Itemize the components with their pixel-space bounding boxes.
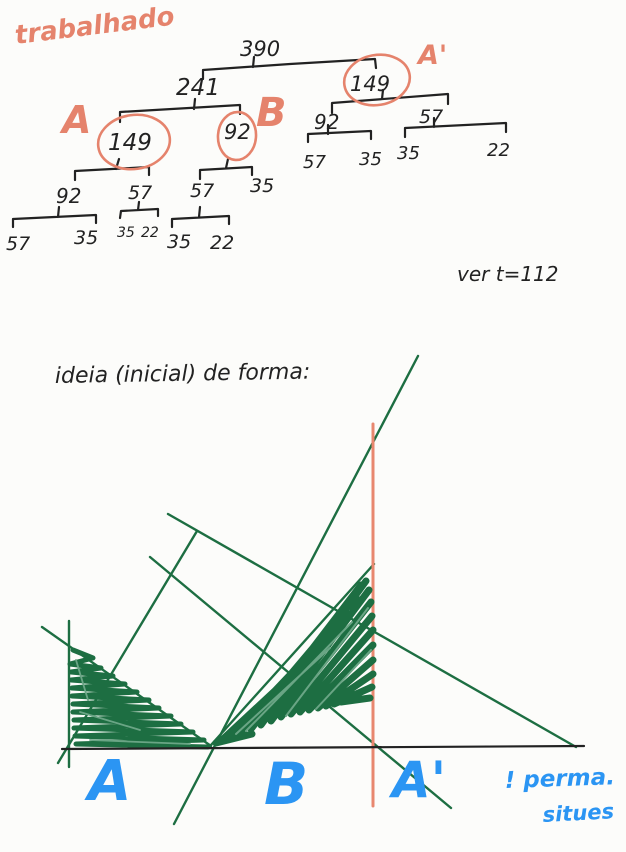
tree-node: 57 — [6, 233, 31, 255]
tree-node: 57 — [303, 152, 326, 173]
tree-node: 92 — [314, 110, 340, 134]
tree-bracket-57small — [120, 202, 158, 218]
idea-caption: ideia (inicial) de forma: — [54, 359, 311, 389]
tree-marker-a-prime: A' — [418, 40, 448, 71]
tree-node: 57 — [128, 182, 153, 204]
tree-bracket-57b2 — [172, 207, 229, 227]
scribble-region-b — [216, 581, 373, 743]
side-note-line1: ! perma. — [504, 764, 616, 794]
tree-node: 22 — [487, 140, 510, 161]
tree-bracket-241 — [120, 99, 240, 122]
tree-marker-b: B — [256, 90, 287, 136]
tree-node: 92 — [224, 120, 251, 144]
tree-node: 241 — [176, 75, 220, 101]
region-label-a: A — [88, 749, 132, 814]
tree-node: 35 — [74, 227, 99, 249]
fibonacci-tree — [6, 37, 510, 255]
region-label-a-prime: A' — [392, 751, 447, 809]
tree-node: 149 — [108, 130, 152, 156]
tree-node: 149 — [350, 72, 391, 96]
tree-marker-a: A — [62, 98, 92, 142]
tree-node: 35 — [397, 143, 420, 164]
tree-bracket-92a2 — [13, 207, 96, 227]
scribble-region-a — [70, 650, 208, 747]
tree-node: 35 — [117, 225, 135, 241]
geometry-sketch — [42, 356, 615, 827]
tree-node: 35 — [250, 175, 275, 197]
tree-bracket-92b — [200, 159, 252, 179]
tree-node: 35 — [167, 231, 192, 253]
tree-node: 35 — [359, 149, 382, 170]
tree-node: 22 — [210, 232, 235, 254]
region-label-b: B — [264, 750, 309, 818]
tree-node: 92 — [56, 184, 82, 208]
tree-node: 57 — [190, 180, 215, 202]
header-scribble: trabalhado — [13, 1, 177, 51]
check-note: ver t=112 — [457, 262, 559, 286]
tree-node: 22 — [141, 225, 159, 241]
tree-node: 57 — [419, 106, 444, 128]
side-note-line2: situes — [542, 799, 615, 827]
tree-node: 390 — [240, 37, 281, 61]
